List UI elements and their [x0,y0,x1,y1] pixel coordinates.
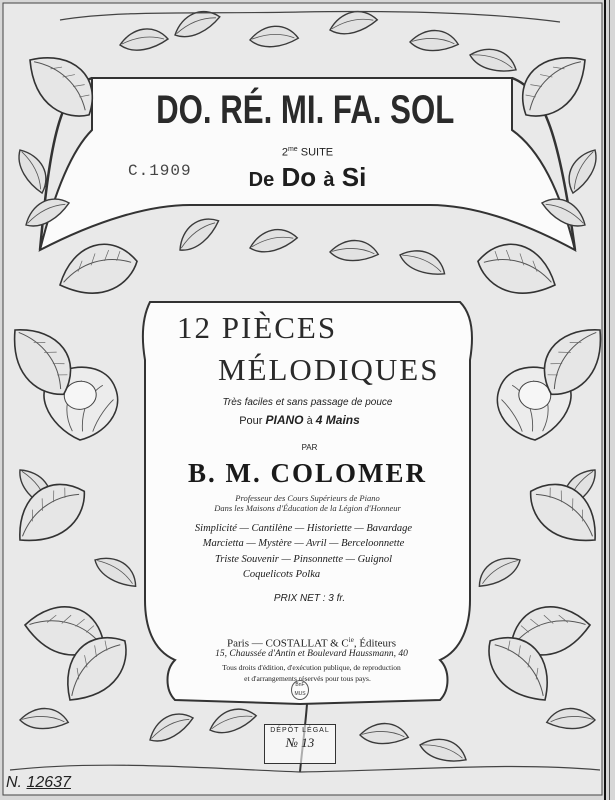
price: PRIX NET : 3 fr. [273,593,346,604]
pieces-list-line: Triste Souvenir — Pinsonnette — Guignol [214,554,393,565]
composer-title-line2: Dans les Maisons d'Éducation de la Légion d'Honneur [214,503,401,513]
main-title: DO. RÉ. MI. FA. SOL [156,88,455,132]
rights-line-2: et d'arrangements réservés pour tous pays. [244,674,371,683]
library-stamp-icon: BnF MUS [291,680,309,700]
pieces-list-line: Marcietta — Mystère — Avril — Berceloonnette [202,538,405,549]
publisher-line: Paris — COSTALLAT & $C^{ie}$, Éditeurs [227,636,396,650]
pieces-list-line: Coquelicots Polka [242,569,321,580]
depot-number: № 13 [285,735,315,750]
work-description: Très faciles et sans passage de pouce [222,397,393,408]
publisher-address: 15, Chaussée d'Antin et Boulevard Haussmann, 40 [215,649,408,659]
legal-deposit-stamp [264,724,336,764]
work-title-line2: MÉLODIQUES [218,352,440,387]
composer-name: B. M. COLOMER [188,458,427,488]
work-title-line1: 12 PIÈCES [177,310,338,345]
suite-label: $2^{me}$ SUITE [281,146,334,159]
pieces-list-line: Simplicité — Cantilène — Historiette — Bavardage [194,523,413,534]
composer-title [0,493,615,513]
catalog-number: N. 12637 [6,774,71,791]
date-stamp: C.1909 [128,162,192,180]
depot-title: DÉPÔT LÉGAL [270,727,330,734]
rights-line-1: Tous droits d'édition, d'exécution publique, de reproduction [222,663,401,672]
subtitle-do-a-si: De Do à Si [248,162,367,192]
par-label: PAR [301,443,318,452]
instrumentation: Pour PIANO à 4 Mains [239,413,360,427]
composer-title-line1: Professeur des Cours Supérieurs de Piano [235,493,380,503]
